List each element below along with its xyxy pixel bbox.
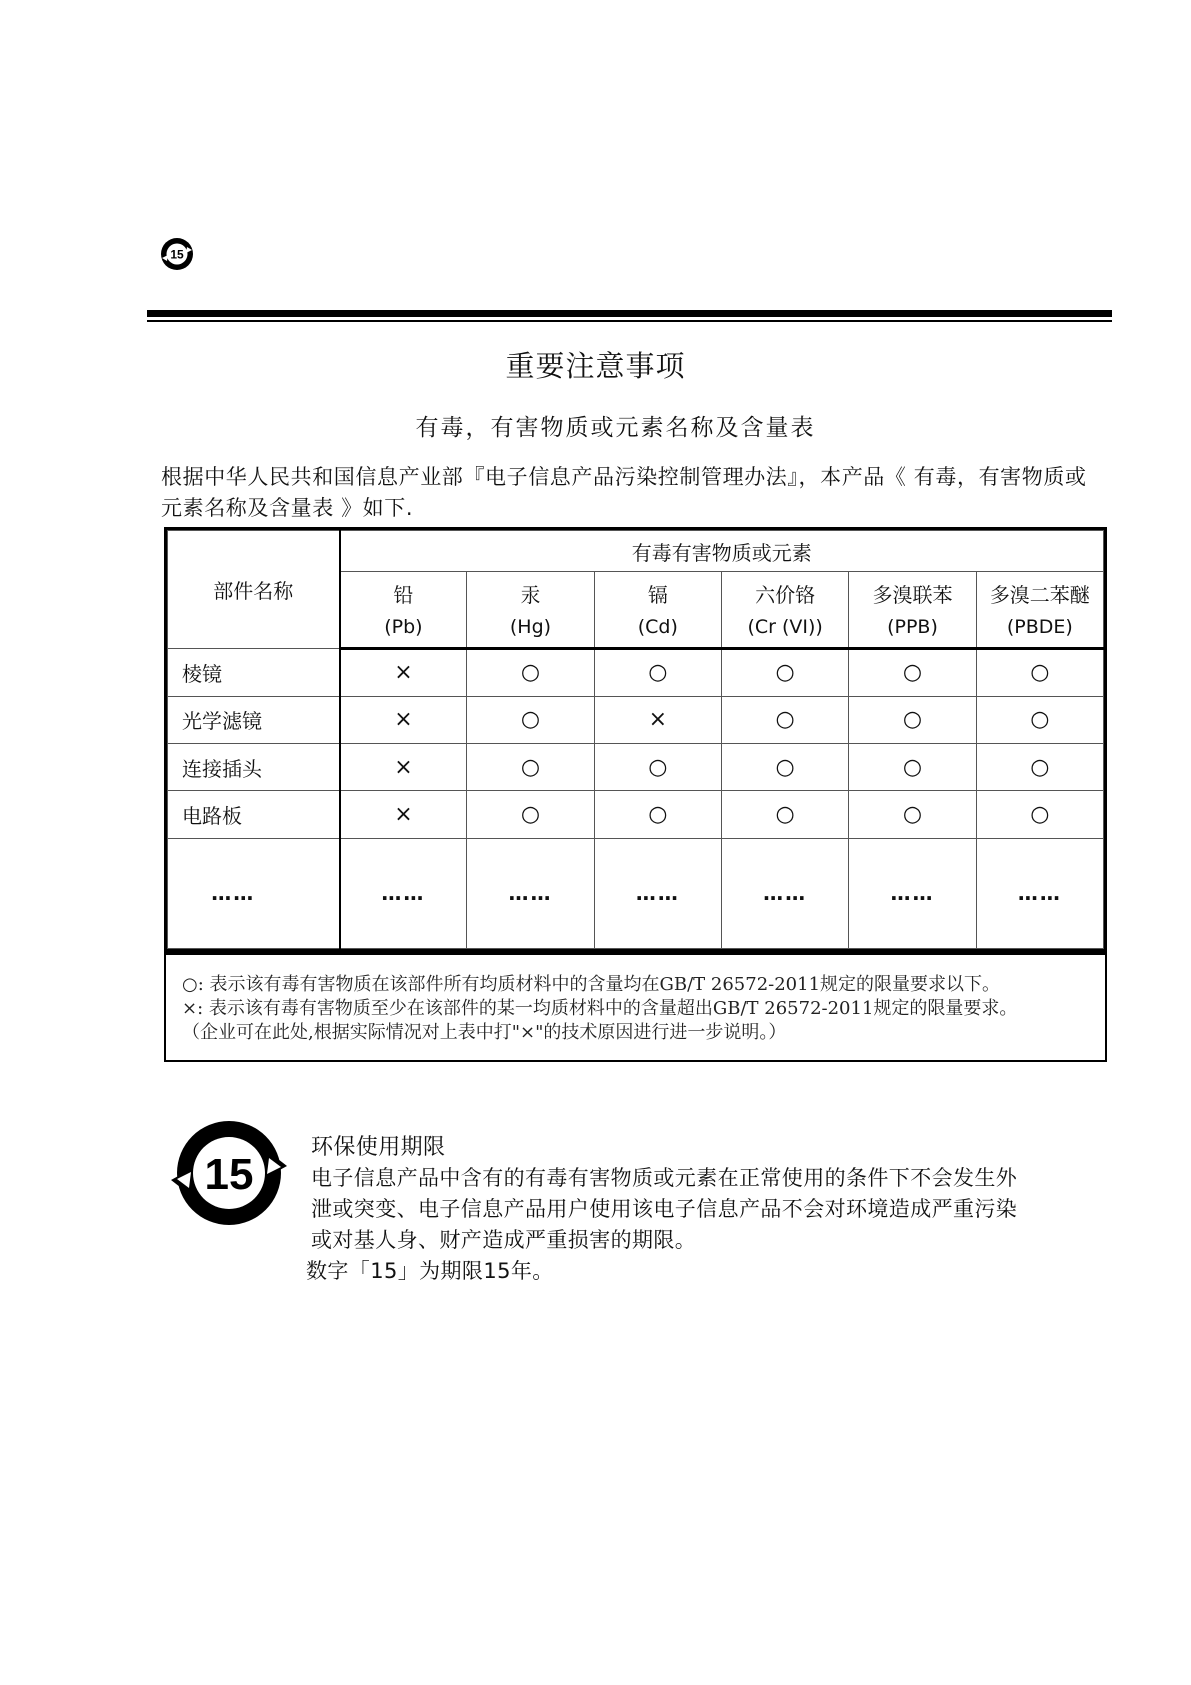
substance-value-cell: ○	[976, 791, 1103, 838]
substance-header	[976, 572, 1103, 649]
substance-value-cell: ……	[849, 838, 976, 948]
header-rule-thin	[147, 320, 1112, 322]
substance-name: 六价铬	[755, 582, 816, 607]
epup-section	[306, 1132, 1111, 1287]
substance-value-cell: ×	[340, 649, 467, 696]
note-circle-meaning: ○: 表示该有毒有害物质在该部件所有均质材料中的含量均在GB/T 26572-2011规定的限量要求以下。	[182, 974, 1001, 995]
part-name-cell: ……	[168, 838, 340, 948]
part-name-cell: 连接插头	[168, 744, 340, 791]
substance-name: 镉	[647, 582, 668, 607]
epup-heading: 环保使用期限	[311, 1135, 446, 1160]
substance-name: 多溴联苯	[872, 582, 953, 607]
substance-value-cell: ○	[721, 649, 848, 696]
epup-15-small-icon	[159, 236, 195, 272]
substance-value-cell: ○	[721, 791, 848, 838]
substance-value-cell: ……	[976, 838, 1103, 948]
substance-value-cell: ×	[340, 791, 467, 838]
part-name-cell: 棱镜	[168, 649, 340, 696]
note-company-remark: （企业可在此处,根据实际情况对上表中打"×"的技术原因进行进一步说明。）	[182, 1022, 787, 1043]
substance-header	[721, 572, 848, 649]
substance-value-cell: ○	[976, 696, 1103, 743]
substance-value-cell: ……	[467, 838, 594, 948]
substance-value-cell: ○	[849, 696, 976, 743]
substance-value-cell: ×	[340, 696, 467, 743]
substance-value-cell: ○	[721, 696, 848, 743]
small-logo-number: 15	[170, 247, 184, 262]
substance-value-cell: ×	[340, 744, 467, 791]
substance-symbol: (Cd)	[637, 615, 678, 638]
table-row	[168, 696, 1104, 743]
substance-value-cell: ……	[594, 838, 721, 948]
big-logo-number: 15	[204, 1150, 254, 1199]
part-name-cell: 电路板	[168, 791, 340, 838]
substance-value-cell: ○	[721, 744, 848, 791]
substance-value-cell: ○	[594, 744, 721, 791]
epup-period-line: 数字「15」为期限15年。	[306, 1259, 554, 1283]
substance-value-cell: ……	[340, 838, 467, 948]
substance-value-cell: ○	[594, 791, 721, 838]
substance-value-cell: ○	[467, 696, 594, 743]
epup-body-line: 泄或突变、电子信息产品用户使用该电子信息产品不会对环境造成严重污染	[311, 1197, 1018, 1221]
substance-value-cell: ○	[849, 744, 976, 791]
substance-symbol: (PBDE)	[1006, 615, 1073, 638]
substance-header	[467, 572, 594, 649]
substance-value-cell: ○	[594, 649, 721, 696]
substance-value-cell: ○	[467, 791, 594, 838]
part-name-header: 部件名称	[168, 531, 340, 649]
substance-symbol: (Hg)	[509, 615, 552, 638]
substance-value-cell: ○	[467, 744, 594, 791]
hazardous-substance-table-frame	[164, 527, 1107, 952]
epup-body-line: 或对基人身、财产造成严重损害的期限。	[311, 1228, 697, 1252]
substance-name: 多溴二苯醚	[989, 582, 1090, 607]
table-row	[168, 838, 1104, 948]
table-notes	[164, 952, 1107, 1062]
intro-paragraph: 根据中华人民共和国信息产业部『电子信息产品污染控制管理办法』，本产品《 有毒，有害物质或元素名称及含量表 》如下.	[161, 465, 1087, 520]
page-subtitle: 有毒，有害物质或元素名称及含量表	[415, 415, 816, 441]
table-row	[168, 744, 1104, 791]
substance-value-cell: ……	[721, 838, 848, 948]
substance-name: 铅	[393, 582, 414, 607]
substance-header	[340, 572, 467, 649]
header-rule-thick	[147, 310, 1112, 317]
substance-value-cell: ○	[976, 649, 1103, 696]
substance-value-cell: ○	[849, 791, 976, 838]
substance-value-cell: ×	[594, 696, 721, 743]
substance-group-header: 有毒有害物质或元素	[340, 531, 1104, 572]
table-row	[168, 791, 1104, 838]
epup-body-line: 电子信息产品中含有的有毒有害物质或元素在正常使用的条件下不会发生外	[311, 1166, 1018, 1190]
note-cross-meaning: ×: 表示该有毒有害物质至少在该部件的某一均质材料中的含量超出GB/T 26572-2011规定的限量要求。	[182, 998, 1018, 1019]
hazardous-substance-table	[167, 530, 1104, 949]
substance-header	[849, 572, 976, 649]
substance-symbol: (Cr (VI))	[747, 615, 823, 638]
substance-value-cell: ○	[467, 649, 594, 696]
substance-name: 汞	[520, 582, 541, 607]
substance-symbol: (Pb)	[384, 615, 423, 638]
part-name-cell: 光学滤镜	[168, 696, 340, 743]
epup-15-icon	[167, 1118, 291, 1228]
table-row	[168, 649, 1104, 696]
substance-value-cell: ○	[849, 649, 976, 696]
page-title: 重要注意事项	[505, 349, 686, 383]
substance-header	[594, 572, 721, 649]
substance-symbol: (PPB)	[887, 615, 938, 638]
substance-value-cell: ○	[976, 744, 1103, 791]
